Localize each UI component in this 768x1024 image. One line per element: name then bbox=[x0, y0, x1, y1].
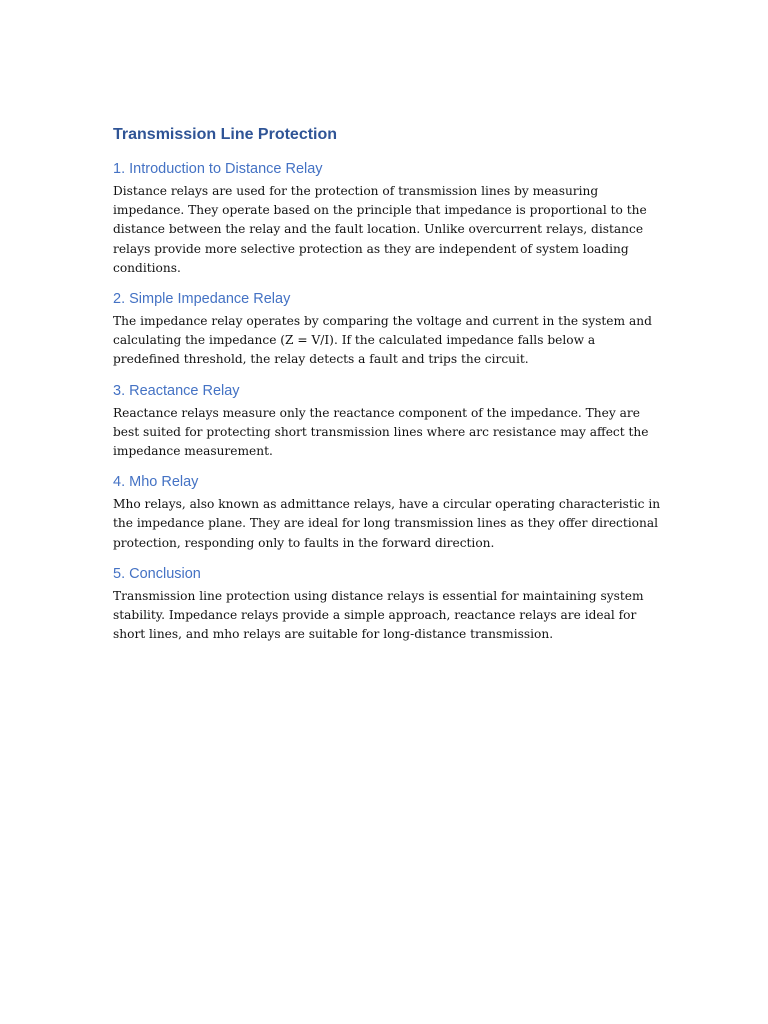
section-heading: 3. Reactance Relay bbox=[113, 382, 240, 399]
section-reactance-relay bbox=[113, 381, 661, 462]
section-paragraph: The impedance relay operates by comparing the voltage and current in the system and calculating the impedance (Z = V/I). If the calculated impedance falls below a predefined threshold, the relay detects a fault and trips the circuit. bbox=[113, 314, 652, 367]
section-paragraph: Distance relays are used for the protection of transmission lines by measuring impedance. They operate based on the principle that impedance is proportional to the distance between the relay and the fault location. Unlike overcurrent relays, distance relays provide more selective protection as they are independent of system loading conditions. bbox=[113, 184, 647, 275]
section-heading: 1. Introduction to Distance Relay bbox=[113, 161, 323, 177]
section-mho-relay bbox=[113, 472, 661, 553]
document-title: Transmission Line Protection bbox=[113, 126, 338, 143]
section-conclusion bbox=[113, 564, 661, 645]
section-heading: 2. Simple Impedance Relay bbox=[113, 291, 291, 308]
section-paragraph: Reactance relays measure only the reactance component of the impedance. They are best suited for protecting short transmission lines where arc resistance may affect the impedance measurement. bbox=[113, 405, 649, 459]
section-simple-impedance-relay bbox=[113, 289, 661, 370]
section-heading: 4. Mho Relay bbox=[113, 474, 199, 491]
section-paragraph: Mho relays, also known as admittance relays, have a circular operating characteristic in the impedance plane. They are ideal for long transmission lines as they offer directional protection, responding only to faults in the forward direction. bbox=[113, 497, 661, 550]
document-page bbox=[113, 124, 661, 655]
section-paragraph: Transmission line protection using distance relays is essential for maintaining system stability. Impedance relays provide a simple approach, reactance relays are ideal for short lines, and mho relays are suitable for long-distance transmission. bbox=[113, 588, 644, 642]
section-introduction bbox=[113, 159, 661, 278]
section-heading: 5. Conclusion bbox=[113, 565, 201, 582]
